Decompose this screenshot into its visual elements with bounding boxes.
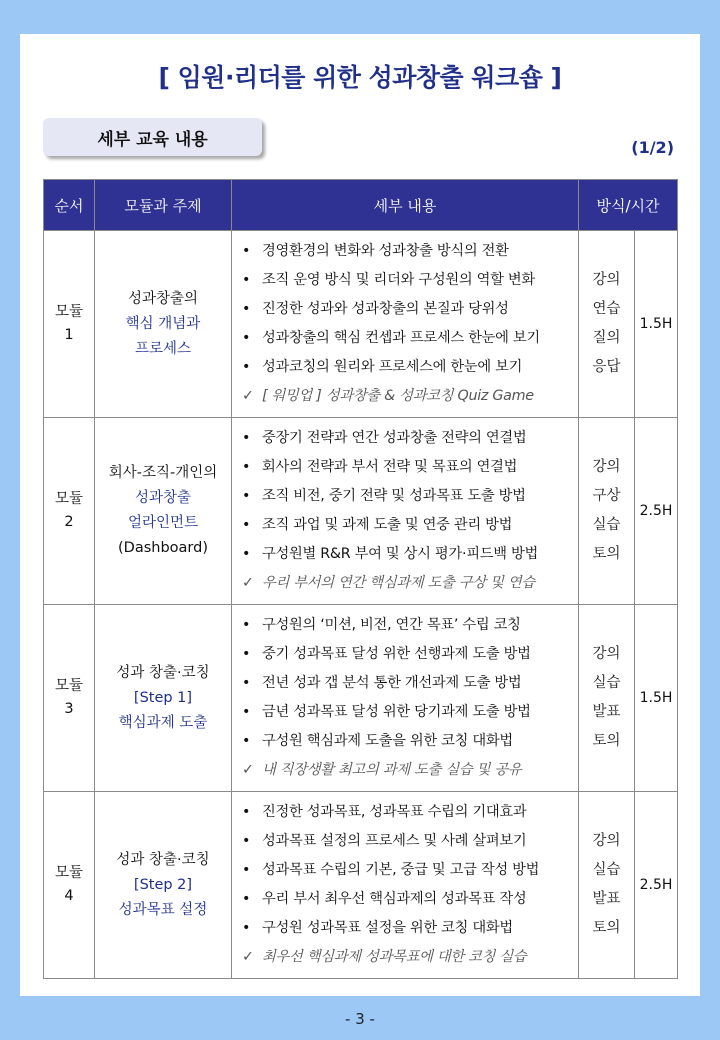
bullet-icon: • <box>242 646 251 662</box>
detail-text: 우리 부서 최우선 핵심과제의 성과목표 작성 <box>262 891 527 907</box>
detail-item <box>242 266 574 295</box>
bullet-icon: • <box>242 430 251 446</box>
module-order <box>44 231 95 418</box>
module-label: 모듈 <box>54 304 83 320</box>
module-label: 모듈 <box>54 678 83 694</box>
bullet-icon: • <box>242 833 251 849</box>
module-method <box>579 231 635 418</box>
method-word: 실습 <box>592 517 621 533</box>
topic-line: 핵심 개념과 <box>125 315 201 332</box>
detail-item <box>242 827 574 856</box>
detail-item <box>242 640 574 669</box>
bullet-icon: • <box>242 301 251 317</box>
method-word: 질의 <box>592 330 621 346</box>
practice-item <box>242 569 574 598</box>
practice-item <box>242 756 574 785</box>
bullet-icon: • <box>242 459 251 475</box>
curriculum-table <box>43 179 678 979</box>
topic-line: [Step 1] <box>133 689 193 706</box>
module-topic <box>95 418 232 605</box>
topic-line: 성과창출 <box>134 490 192 506</box>
header-details: 세부 내용 <box>232 180 579 231</box>
method-word: 실습 <box>592 862 621 878</box>
detail-item <box>242 798 574 827</box>
module-label: 모듈 <box>54 491 83 507</box>
bullet-icon: • <box>242 804 251 820</box>
detail-text: 전년 성과 갭 분석 통한 개선과제 도출 방법 <box>262 675 522 691</box>
document-page <box>20 34 700 996</box>
bullet-icon: • <box>242 704 251 720</box>
detail-item <box>242 914 574 943</box>
module-topic <box>95 231 232 418</box>
table-header-row <box>44 180 678 231</box>
topic-line: 얼라인먼트 <box>127 515 199 531</box>
detail-text: 구성원 핵심과제 도출을 위한 코칭 대화법 <box>262 733 513 749</box>
module-topic <box>95 605 232 792</box>
method-word: 발표 <box>592 891 621 907</box>
module-number: 3 <box>64 701 74 717</box>
detail-text: 중장기 전략과 연간 성과창출 전략의 연결법 <box>262 430 527 446</box>
module-number: 4 <box>64 888 74 904</box>
module-order <box>44 605 95 792</box>
bullet-icon: • <box>242 243 251 259</box>
practice-text: 우리 부서의 연간 핵심과제 도출 구상 및 연습 <box>262 575 535 591</box>
detail-text: 진정한 성과목표, 성과목표 수립의 기대효과 <box>262 804 527 820</box>
practice-text: [ 워밍업 ] 성과창출 & 성과코칭 Quiz Game <box>262 388 534 404</box>
method-word: 강의 <box>592 272 621 288</box>
detail-item <box>242 511 574 540</box>
detail-item <box>242 727 574 756</box>
method-word: 토의 <box>592 920 621 936</box>
detail-text: 진정한 성과와 성과창출의 본질과 당위성 <box>262 301 509 317</box>
detail-list <box>242 237 574 411</box>
module-time: 2.5H <box>635 792 678 979</box>
table-row-module-3 <box>44 605 678 792</box>
detail-text: 조직 운영 방식 및 리더와 구성원의 역할 변화 <box>262 272 535 288</box>
practice-item <box>242 943 574 972</box>
bullet-icon: • <box>242 891 251 907</box>
practice-item <box>242 382 574 411</box>
detail-text: 금년 성과목표 달성 위한 당기과제 도출 방법 <box>262 704 531 720</box>
detail-item <box>242 885 574 914</box>
header-topic: 모듈과 주제 <box>95 180 232 231</box>
detail-item <box>242 856 574 885</box>
bullet-icon: • <box>242 617 251 633</box>
detail-text: 조직 과업 및 과제 도출 및 연중 관리 방법 <box>262 517 513 533</box>
method-word: 강의 <box>592 459 621 475</box>
method-word: 강의 <box>592 646 621 662</box>
method-word: 구상 <box>592 488 621 504</box>
module-details <box>232 418 579 605</box>
topic-line: 프로세스 <box>134 340 192 357</box>
topic-line: 성과 창출·코칭 <box>116 851 210 868</box>
bullet-icon: • <box>242 546 251 562</box>
module-method <box>579 418 635 605</box>
module-details <box>232 792 579 979</box>
bullet-icon: • <box>242 675 251 691</box>
header-method-time: 방식/시간 <box>579 180 678 231</box>
bullet-icon: • <box>242 330 251 346</box>
method-word: 강의 <box>592 833 621 849</box>
detail-item <box>242 611 574 640</box>
module-number: 1 <box>64 327 74 343</box>
detail-text: 성과목표 설정의 프로세스 및 사례 살펴보기 <box>262 833 527 849</box>
topic-line: 회사-조직-개인의 <box>108 465 218 481</box>
detail-item <box>242 698 574 727</box>
detail-text: 경영환경의 변화와 성과창출 방식의 전환 <box>262 243 509 259</box>
detail-item <box>242 540 574 569</box>
detail-text: 구성원별 R&R 부여 및 상시 평가·피드백 방법 <box>262 546 538 562</box>
topic-line: 성과목표 설정 <box>118 901 208 918</box>
topic-line: 성과 창출·코칭 <box>116 664 210 681</box>
detail-item <box>242 324 574 353</box>
detail-text: 구성원 성과목표 설정을 위한 코칭 대화법 <box>262 920 513 936</box>
detail-text: 성과창출의 핵심 컨셉과 프로세스 한눈에 보기 <box>262 330 540 346</box>
detail-text: 중기 성과목표 달성 위한 선행과제 도출 방법 <box>262 646 531 662</box>
bullet-icon: • <box>242 272 251 288</box>
detail-list <box>242 611 574 785</box>
table-row-module-1 <box>44 231 678 418</box>
module-time: 2.5H <box>635 418 678 605</box>
module-number: 2 <box>64 514 74 530</box>
detail-list <box>242 424 574 598</box>
detail-text: 회사의 전략과 부서 전략 및 목표의 연결법 <box>262 459 518 475</box>
bullet-icon: • <box>242 517 251 533</box>
module-time: 1.5H <box>635 605 678 792</box>
page-indicator: (1/2) <box>631 138 674 157</box>
module-time: 1.5H <box>635 231 678 418</box>
topic-line: 성과창출의 <box>127 290 199 307</box>
topic-line: (Dashboard) <box>118 540 208 556</box>
table-row-module-2 <box>44 418 678 605</box>
bullet-icon: • <box>242 862 251 878</box>
detail-item <box>242 353 574 382</box>
page-title: [ 임원·리더를 위한 성과창출 워크숍 ] <box>158 63 562 92</box>
module-order <box>44 792 95 979</box>
detail-item <box>242 669 574 698</box>
topic-line: [Step 2] <box>133 876 193 893</box>
method-word: 응답 <box>592 359 621 375</box>
bullet-icon: • <box>242 920 251 936</box>
module-details <box>232 231 579 418</box>
check-icon: ✓ <box>242 949 254 965</box>
detail-item <box>242 453 574 482</box>
page-number: - 3 - <box>345 1010 375 1028</box>
bullet-icon: • <box>242 359 251 375</box>
module-topic <box>95 792 232 979</box>
check-icon: ✓ <box>242 575 254 591</box>
module-method <box>579 605 635 792</box>
section-tab: 세부 교육 내용 <box>43 118 262 156</box>
module-details <box>232 605 579 792</box>
detail-text: 성과코칭의 원리와 프로세스에 한눈에 보기 <box>262 359 523 375</box>
detail-text: 구성원의 ‘미션, 비전, 연간 목표’ 수립 코칭 <box>262 617 521 633</box>
check-icon: ✓ <box>242 762 254 778</box>
header-order: 순서 <box>44 180 95 231</box>
detail-item <box>242 482 574 511</box>
module-method <box>579 792 635 979</box>
method-word: 토의 <box>592 733 621 749</box>
detail-item <box>242 424 574 453</box>
detail-item <box>242 237 574 266</box>
detail-list <box>242 798 574 972</box>
method-word: 연습 <box>592 301 621 317</box>
bullet-icon: • <box>242 733 251 749</box>
method-word: 실습 <box>592 675 621 691</box>
detail-text: 조직 비전, 중기 전략 및 성과목표 도출 방법 <box>262 488 526 504</box>
module-label: 모듈 <box>54 865 83 881</box>
module-order <box>44 418 95 605</box>
method-word: 토의 <box>592 546 621 562</box>
table-row-module-4 <box>44 792 678 979</box>
practice-text: 내 직장생활 최고의 과제 도출 실습 및 공유 <box>262 762 522 778</box>
bullet-icon: • <box>242 488 251 504</box>
practice-text: 최우선 핵심과제 성과목표에 대한 코칭 실습 <box>262 949 527 965</box>
detail-text: 성과목표 수립의 기본, 중급 및 고급 작성 방법 <box>262 862 540 878</box>
topic-line: 핵심과제 도출 <box>118 714 208 731</box>
method-word: 발표 <box>592 704 621 720</box>
check-icon: ✓ <box>242 388 254 404</box>
detail-item <box>242 295 574 324</box>
